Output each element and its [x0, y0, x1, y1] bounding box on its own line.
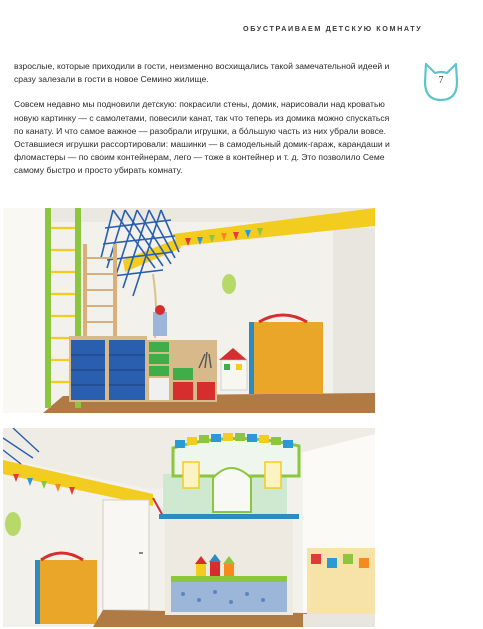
- photo-play-corner: [3, 208, 375, 413]
- running-title: ОБУСТРАИВАЕМ ДЕТСКУЮ КОМНАТУ: [243, 24, 423, 33]
- paragraph-1: взрослые, которые приходили в гости, неизменно восхищались такой замечательной идеей и сразу залезали в гости в новое Семино жилище.: [14, 61, 390, 85]
- play-corner-illustration: [3, 208, 375, 413]
- body-text: [14, 60, 394, 190]
- loft-bed-illustration: [3, 428, 375, 627]
- page-number-badge: [420, 60, 462, 104]
- page-number: 7: [438, 75, 444, 86]
- photo-loft-bed: [3, 428, 375, 627]
- paragraph-2: Совсем недавно мы подновили детскую: покрасили стены, домик, нарисовали над кроватью новую картинку — с самолетами, повесили канат, так что теперь из домика можно спускаться по канату. И что самое важное — разобрали игрушки, а бо́льшую часть из них убрали вовсе. Оставшиеся игрушки рассортировали: машинки — в самодельный домик-гараж, карандаши и фломастеры — по своим контейнерам, лего — тоже в контейнер и т. д. Это позволило Семе самому быстро и просто убирать комнату.: [14, 99, 390, 176]
